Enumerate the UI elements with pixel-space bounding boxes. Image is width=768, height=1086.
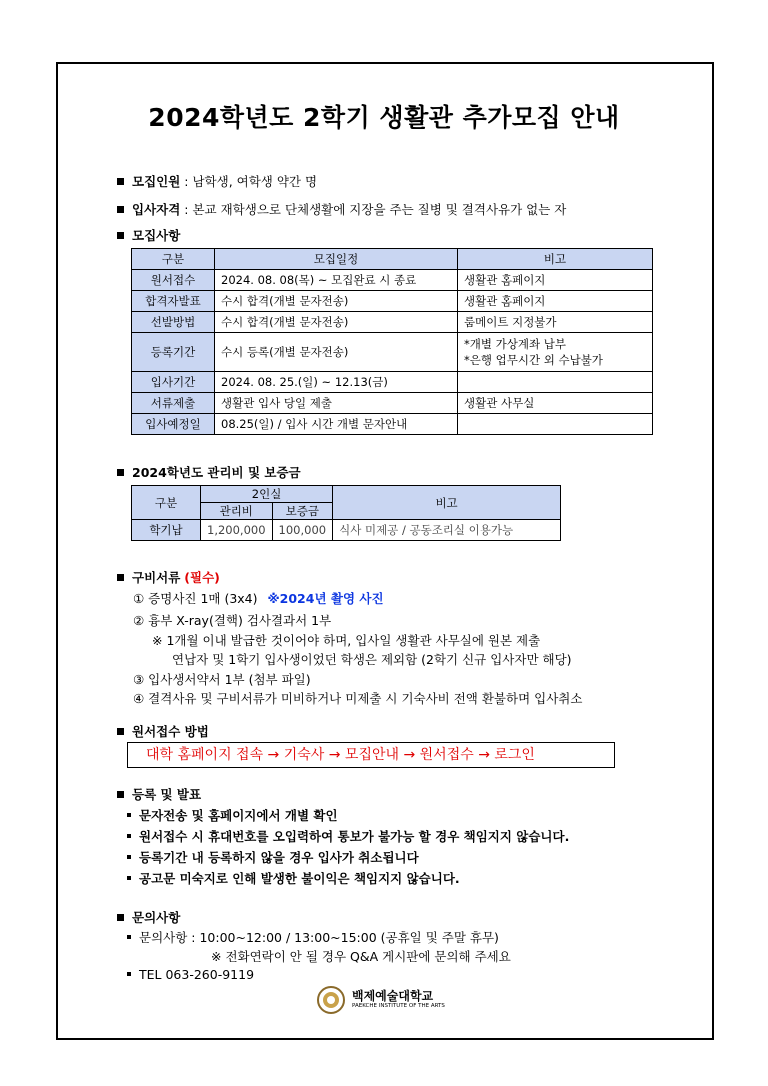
- document-item-2-note-2: 연납자 및 1학기 입사생이었던 학생은 제외함 (2학기 신규 입사자만 해당): [172, 652, 572, 667]
- list-item: 문자전송 및 홈페이지에서 개별 확인: [127, 806, 338, 824]
- apply-heading: 원서접수 방법: [117, 722, 209, 740]
- square-bullet-icon: [117, 206, 124, 213]
- square-bullet-icon: [117, 178, 124, 185]
- bullet-icon: [127, 972, 131, 976]
- recruit-items-heading: 모집사항: [117, 226, 180, 244]
- document-item-1: ① 증명사진 1매 (3x4) ※2024년 촬영 사진: [133, 591, 384, 606]
- university-english-name: PAEKCHE INSTITUTE OF THE ARTS: [352, 1003, 445, 1009]
- inquiry-hours: 문의사항 : 10:00~12:00 / 13:00~15:00 (공휴일 및 주말 휴무): [127, 928, 499, 946]
- square-bullet-icon: [117, 574, 124, 581]
- recruit-count-row: 모집인원 : 남학생, 여학생 약간 명: [117, 172, 317, 190]
- table-row: 선발방법 수시 합격(개별 문자전송) 룸메이트 지정불가: [132, 312, 653, 333]
- apply-flow-box: 대학 홈페이지 접속 → 기숙사 → 모집안내 → 원서접수 → 로그인: [127, 742, 615, 768]
- bullet-icon: [127, 876, 131, 880]
- table-row: 등록기간 수시 등록(개별 문자전송) *개별 가상계좌 납부 *은행 업무시간 외 수납불가: [132, 333, 653, 372]
- list-item: 공고문 미숙지로 인해 발생한 불이익은 책임지지 않습니다.: [127, 869, 460, 887]
- square-bullet-icon: [117, 791, 124, 798]
- fees-table: 구분 2인실 비고 관리비 보증금 학기납 1,200,000 100,000 식사 미제공 / 공동조리실 이용가능: [131, 485, 561, 541]
- bullet-icon: [127, 855, 131, 859]
- list-item: 원서접수 시 휴대번호를 오입력하여 통보가 불가능 할 경우 책임지지 않습니다.: [127, 827, 569, 845]
- bullet-icon: [127, 834, 131, 838]
- table-row: 서류제출 생활관 입사 당일 제출 생활관 사무실: [132, 393, 653, 414]
- document-item-4: ④ 결격사유 및 구비서류가 미비하거나 미제출 시 기숙사비 전액 환불하며 입사취소: [133, 691, 583, 706]
- bullet-icon: [127, 935, 131, 939]
- list-item: 등록기간 내 등록하지 않을 경우 입사가 취소됩니다: [127, 848, 419, 866]
- university-name: 백제예술대학교: [352, 989, 434, 1003]
- university-emblem-icon: [316, 985, 346, 1015]
- table-row: 입사기간 2024. 08. 25.(일) ~ 12.13(금): [132, 372, 653, 393]
- table-row: 원서접수 2024. 08. 08(목) ~ 모집완료 시 종료 생활관 홈페이지: [132, 270, 653, 291]
- inquiry-heading: 문의사항: [117, 908, 180, 926]
- document-item-3: ③ 입사생서약서 1부 (첨부 파일): [133, 672, 311, 687]
- fees-heading: 2024학년도 관리비 및 보증금: [117, 463, 301, 481]
- square-bullet-icon: [117, 232, 124, 239]
- eligibility-row: 입사자격 : 본교 재학생으로 단체생활에 지장을 주는 질병 및 결격사유가 없는 자: [117, 200, 566, 218]
- document-item-2-note: ※ 1개월 이내 발급한 것이어야 하며, 입사일 생활관 사무실에 원본 제출: [152, 633, 541, 648]
- document-item-2: ② 흉부 X-ray(결핵) 검사결과서 1부: [133, 613, 332, 628]
- schedule-table: 구분 모집일정 비고 원서접수 2024. 08. 08(목) ~ 모집완료 시 종료 생활관 홈페이지 합격자발표 수시 합격(개별 문자전송) 생활관 홈페이지 선발방법 수시 합격(개별 문자전송) 룸메이트 지정불가 등록기간 수시 등록(개별 문자전송) *개별 가상계좌 납부 *은행 업무시간 외 수납불가 입사기간 2024. 08. 25.(일) ~ 12.13(금) 서류제출 생활관 입사 당일 제출 생활관 사무실 입사예정일 08.25(일) / 입사 시간 개별 문자안내: [131, 248, 653, 435]
- square-bullet-icon: [117, 914, 124, 921]
- table-row: 학기납 1,200,000 100,000 식사 미제공 / 공동조리실 이용가능: [132, 520, 561, 541]
- square-bullet-icon: [117, 469, 124, 476]
- documents-heading: 구비서류 (필수): [117, 568, 220, 586]
- inquiry-note: ※ 전화연락이 안 될 경우 Q&A 게시판에 문의해 주세요: [211, 949, 511, 964]
- bullet-icon: [127, 813, 131, 817]
- square-bullet-icon: [117, 728, 124, 735]
- table-row: 입사예정일 08.25(일) / 입사 시간 개별 문자안내: [132, 414, 653, 435]
- inquiry-tel: TEL 063-260-9119: [127, 967, 254, 982]
- table-row: 합격자발표 수시 합격(개별 문자전송) 생활관 홈페이지: [132, 291, 653, 312]
- announce-heading: 등록 및 발표: [117, 785, 201, 803]
- page-title: 2024학년도 2학기 생활관 추가모집 안내: [148, 103, 620, 132]
